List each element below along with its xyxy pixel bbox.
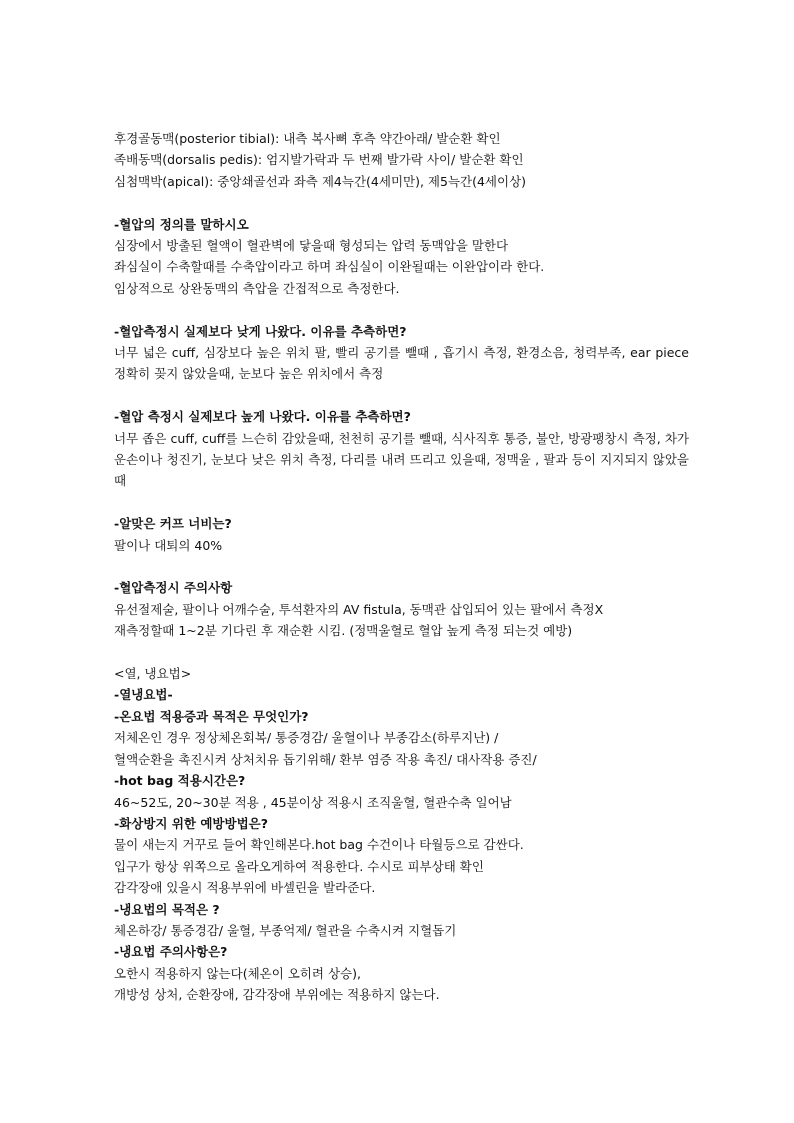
bp-definition-line: 심장에서 방출된 혈액이 혈관벽에 닿을때 형성되는 압력 동맥압을 말한다	[114, 238, 509, 254]
bp-high-heading: -혈압 측정시 실제보다 높게 나왔다. 이유를 추측하면?	[114, 409, 411, 425]
pulse-posterior-tibial: 후경골동맥(posterior tibial): 내측 복사뼈 후측 약간아래/ 발순환 확인	[114, 131, 501, 146]
pulse-dorsalis-pedis: 족배동맥(dorsalis pedis): 엄지발가락과 두 번째 발가락 사이/ 발순환 확인	[114, 152, 524, 168]
bp-definition-line: 임상적으로 상완동맥의 측압을 간접적으로 측정한다.	[114, 280, 400, 296]
cold-caution-line: 개방성 상처, 순환장애, 감각장애 부위에는 적용하지 않는다.	[114, 987, 440, 1003]
cuff-width-body: 팔이나 대퇴의 40%	[114, 537, 223, 553]
bp-caution-heading: -혈압측정시 주의사항	[114, 580, 233, 596]
document-body	[114, 128, 689, 1006]
bp-definition-line: 좌심실이 수축할때를 수축압이라고 하며 좌심실이 이완될때는 이완압이라 한다.	[114, 259, 545, 275]
burn-prevention-line: 감각장애 있을시 적용부위에 바셀린을 발라준다.	[114, 880, 376, 896]
cuff-width-heading: -알맞은 커프 너비는?	[114, 516, 232, 532]
hot-bag-heading: -hot bag 적용시간은?	[114, 773, 246, 789]
burn-prevention-heading: -화상방지 위한 예방방법은?	[114, 815, 268, 831]
bp-caution-line: 재측정할때 1~2분 기다린 후 재순환 시킴. (정맥울혈로 혈압 높게 측정 되는것 예방)	[114, 623, 573, 639]
heat-cold-heading: -열냉요법-	[114, 687, 173, 703]
warm-therapy-line: 저체온인 경우 정상체온회복/ 통증경감/ 울혈이나 부종감소(하루지난) /	[114, 730, 499, 746]
cold-caution-heading: -냉요법 주의사항은?	[114, 944, 228, 960]
cold-purpose-line: 체온하강/ 통증경감/ 울혈, 부종억제/ 혈관을 수축시켜 지혈돕기	[114, 922, 457, 938]
heat-cold-section-title: <열, 냉요법>	[114, 666, 192, 682]
bp-high-body: 너무 좁은 cuff, cuff를 느슨히 감았을때, 천천히 공기를 뺄때, 식사직후 통증, 불안, 방광팽창시 측정, 차가운손이나 청진기, 눈보다 낮은 위치 측정, 다리를 내려 뜨리고 있을때, 정맥울 , 팔과 등이 지지되지 않았을때	[114, 430, 689, 489]
cold-purpose-heading: -냉요법의 목적은 ?	[114, 901, 220, 917]
warm-therapy-line: 혈액순환을 촉진시켜 상처치유 돕기위해/ 환부 염증 작용 촉진/ 대사작용 증진/	[114, 751, 537, 767]
burn-prevention-line: 입구가 항상 위쪽으로 올라오게하여 적용한다. 수시로 피부상태 확인	[114, 858, 484, 874]
warm-therapy-heading: -온요법 적용증과 목적은 무엇인가?	[114, 708, 309, 724]
hot-bag-line: 46~52도, 20~30분 적용 , 45분이상 적용시 조직울혈, 혈관수축 일어남	[114, 794, 512, 810]
burn-prevention-line: 물이 새는지 거꾸로 들어 확인해본다.hot bag 수건이나 타월등으로 감싼다.	[114, 837, 524, 853]
pulse-apical: 심첨맥박(apical): 중앙쇄골선과 좌측 제4늑간(4세미만), 제5늑간(4세이상)	[114, 173, 527, 189]
bp-low-heading: -혈압측정시 실제보다 낮게 나왔다. 이유를 추측하면?	[114, 323, 407, 339]
bp-definition-heading: -혈압의 정의를 말하시오	[114, 216, 249, 232]
bp-low-body: 너무 넓은 cuff, 심장보다 높은 위치 팔, 빨리 공기를 뺄때 , 흡기시 측정, 환경소음, 청력부족, ear piece정확히 꽂지 않았을때, 눈보다 높은 위치에서 측정	[114, 345, 689, 382]
bp-caution-line: 유선절제술, 팔이나 어깨수술, 투석환자의 AV fistula, 동맥관 삽입되어 있는 팔에서 측정X	[114, 601, 604, 617]
cold-caution-line: 오한시 적용하지 않는다(체온이 오히려 상승),	[114, 965, 361, 981]
